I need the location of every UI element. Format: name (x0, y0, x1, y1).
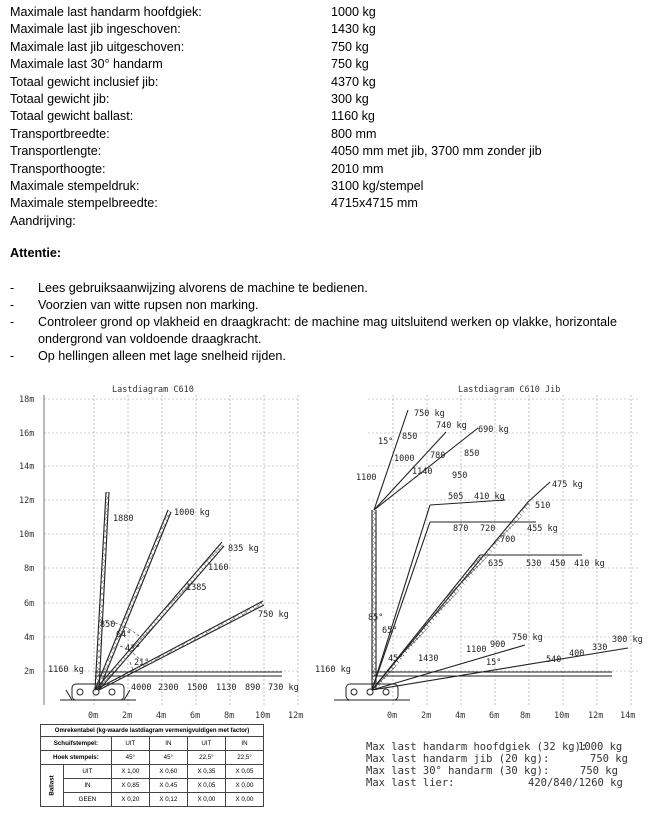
spec-label: Totaal gewicht ballast: (10, 109, 134, 124)
table-cell: X 0,05 (187, 779, 225, 793)
table-cell: X 0,85 (111, 779, 149, 793)
table-cell: UIT (187, 737, 225, 751)
load-label: 410 kg (474, 492, 505, 502)
spec-label: Transportbreedte: (10, 126, 110, 141)
load-label: 15° (486, 658, 502, 668)
table-row (41, 751, 264, 765)
x-tick: 2m (122, 711, 133, 721)
spec-label: Aandrijving: (10, 213, 76, 228)
load-label: 750 kg (414, 409, 445, 419)
summary-value: 750 kg (580, 765, 618, 777)
table-cell: X 0,20 (111, 793, 149, 807)
load-label: 850 (464, 449, 480, 459)
spec-label: Maximale stempeldruk: (10, 178, 140, 193)
table-cell: 45° (111, 751, 149, 765)
table-row (41, 779, 264, 793)
table-cell: X 0,05 (225, 765, 263, 779)
table-cell: IN (149, 737, 187, 751)
load-label: 890 (245, 683, 261, 693)
x-tick: 12m (288, 711, 304, 721)
load-label: 1160 (208, 563, 229, 573)
load-label: 850 (100, 620, 116, 630)
load-label: 1880 (113, 514, 134, 524)
load-label: 64° (116, 630, 132, 640)
table-row (41, 765, 264, 779)
y-tick: 4m (24, 633, 35, 643)
load-label: 15° (378, 437, 394, 447)
load-label: 4000 (131, 683, 152, 693)
load-label: 835 kg (228, 544, 259, 554)
summary-label: Max last lier: (366, 777, 455, 789)
spec-label: Maximale stempelbreedte: (10, 196, 158, 211)
load-label: 43° (125, 644, 141, 654)
ballast-label: Ballast (48, 775, 56, 796)
spec-value: 2010 mm (331, 161, 384, 176)
y-tick: 12m (19, 496, 35, 506)
x-tick: 6m (489, 711, 500, 721)
load-label: 1160 kg (48, 665, 84, 675)
summary-label: Max last 30° handarm (30 kg): (366, 765, 550, 777)
load-label: 1140 (412, 467, 433, 477)
load-label: 455 kg (527, 524, 558, 534)
x-tick: 12m (588, 711, 604, 721)
spec-label: Maximale last jib ingeschoven: (10, 22, 181, 37)
dash-bullet: - (10, 349, 15, 363)
table-cell: UIT (111, 737, 149, 751)
spec-label: Totaal gewicht inclusief jib: (10, 74, 159, 89)
spec-label: Maximale last 30° handarm (10, 57, 163, 72)
table-row (41, 793, 264, 807)
row-label: UIT (64, 765, 112, 779)
ballast-label-cell (41, 765, 64, 807)
spec-value: 3100 kg/stempel (331, 178, 424, 193)
spec-label: Transporthoogte: (10, 161, 106, 176)
load-label: 1000 (394, 454, 415, 464)
x-tick: 10m (554, 711, 570, 721)
load-label: 750 kg (258, 610, 289, 620)
load-label: 700 (500, 535, 516, 545)
table-cell: X 1,00 (111, 765, 149, 779)
row-label: IN (64, 779, 112, 793)
load-label: 950 (452, 471, 468, 481)
load-label: 410 kg (574, 559, 605, 569)
diagram-title: Lastdiagram C610 Jib (458, 385, 561, 395)
load-label: 540 (546, 655, 562, 665)
x-tick: 8m (520, 711, 531, 721)
load-label: 505 (448, 492, 464, 502)
spec-value: 1000 kg (331, 5, 376, 19)
spec-value: 800 mm (331, 126, 377, 141)
dash-bullet: - (10, 298, 15, 312)
list-item-text: Lees gebruiksaanwijzing alvorens de machine te bedienen. (38, 281, 368, 295)
table-cell: X 0,35 (187, 765, 225, 779)
y-tick: 6m (24, 599, 35, 609)
y-tick: 16m (19, 429, 35, 439)
x-tick: 0m (88, 711, 99, 721)
x-tick: 14m (620, 711, 636, 721)
spec-value: 750 kg (331, 39, 369, 54)
row-label: Schuifstempel: (41, 737, 112, 751)
load-label: 400 (569, 649, 585, 659)
load-diagram-right (315, 385, 643, 721)
load-label: 45° (388, 654, 404, 664)
summary-value: 750 kg (590, 753, 628, 765)
x-tick: 4m (455, 711, 466, 721)
dash-bullet: - (10, 315, 15, 329)
x-tick: 4m (156, 711, 167, 721)
load-label: 690 kg (478, 425, 509, 435)
spec-value: 4715x4715 mm (331, 196, 418, 211)
load-label: 720 (480, 524, 496, 534)
list-item-text: Voorzien van witte rupsen non marking. (38, 298, 259, 312)
diagram-title: Lastdiagram C610 (112, 385, 194, 395)
load-label: 780 (430, 451, 446, 461)
x-tick: 0m (387, 711, 398, 721)
load-label: 85° (368, 613, 384, 623)
spec-label: Maximale last jib uitgeschoven: (10, 39, 185, 54)
table-cell: 22,5° (187, 751, 225, 765)
load-label: 1100 (356, 473, 377, 483)
conversion-factor-table (40, 724, 264, 807)
y-tick: 10m (19, 530, 35, 540)
table-cell: X 0,00 (225, 793, 263, 807)
table-cell: IN (225, 737, 263, 751)
table-row (41, 737, 264, 751)
table-cell: X 0,00 (187, 793, 225, 807)
load-label: 900 (490, 640, 506, 650)
load-label: 510 (535, 501, 551, 511)
load-label: 1130 (216, 683, 237, 693)
dash-bullet: - (10, 281, 15, 295)
x-tick: 8m (224, 711, 235, 721)
load-label: 850 (402, 432, 418, 442)
list-item-text: Op hellingen alleen met lage snelheid rijden. (38, 349, 286, 363)
load-label: 1430 (418, 654, 439, 664)
load-label: 21° (134, 658, 150, 668)
load-label: 450 (550, 559, 566, 569)
load-label: 300 kg (612, 635, 643, 645)
load-label: 1160 kg (315, 665, 351, 675)
y-tick: 18m (19, 395, 35, 405)
load-diagram-left (19, 385, 303, 721)
spec-label: Totaal gewicht jib: (10, 91, 110, 106)
table-cell: X 0,60 (149, 765, 187, 779)
x-tick: 2m (421, 711, 432, 721)
spec-label: Maximale last handarm hoofdgiek: (10, 5, 202, 19)
load-label: 740 kg (436, 421, 467, 431)
x-tick: 6m (190, 711, 201, 721)
load-label: 530 (526, 559, 542, 569)
load-label: 870 (453, 524, 469, 534)
load-label: 750 kg (512, 633, 543, 643)
load-label: 1500 (187, 683, 208, 693)
load-label: 330 (592, 643, 608, 653)
spec-label: Transportlengte: (10, 144, 102, 159)
y-tick: 14m (19, 462, 35, 472)
row-label: GEEN (64, 793, 112, 807)
load-label: 1000 kg (174, 508, 210, 518)
y-tick: 8m (24, 564, 35, 574)
load-label: 65° (382, 626, 398, 636)
summary-label: Max last handarm hoofdgiek (32 kg): (366, 741, 588, 753)
table-cell: 22,5° (225, 751, 263, 765)
load-label: 1385 (186, 583, 207, 593)
load-label: 475 kg (552, 480, 583, 490)
table-title: Omrekentabel (kg-waarde lastdiagram vermenigvuldigen met factor) (41, 725, 264, 737)
table-cell: 45° (149, 751, 187, 765)
y-tick: 2m (24, 667, 35, 677)
spec-value: 300 kg (331, 91, 369, 106)
spec-value: 750 kg (331, 57, 369, 72)
attention-title: Attentie: (10, 246, 62, 260)
table-cell: X 0,12 (149, 793, 187, 807)
spec-value: 1430 kg (331, 22, 376, 37)
load-label: 635 (488, 559, 504, 569)
spec-value: 1160 kg (331, 109, 375, 124)
load-label: 1100 (466, 645, 487, 655)
summary-label: Max last handarm jib (20 kg): (366, 753, 550, 765)
x-tick: 10m (255, 711, 271, 721)
table-cell: X 0,45 (149, 779, 187, 793)
load-label: 730 kg (268, 683, 299, 693)
summary-value: 420/840/1260 kg (528, 777, 623, 789)
list-item-text: Controleer grond op vlakheid en draagkracht: de machine mag uitsluitend werken op vlakke, horizontale ondergrond van voldoende draagkracht. (38, 315, 617, 346)
spec-value: 4370 kg (331, 74, 376, 89)
table-cell: X 0,00 (225, 779, 263, 793)
spec-value: 4050 mm met jib, 3700 mm zonder jib (331, 144, 542, 159)
summary-value: 1000 kg (578, 741, 623, 753)
grid (44, 395, 300, 705)
load-label: 2300 (158, 683, 179, 693)
row-label: Hoek stempels: (41, 751, 112, 765)
